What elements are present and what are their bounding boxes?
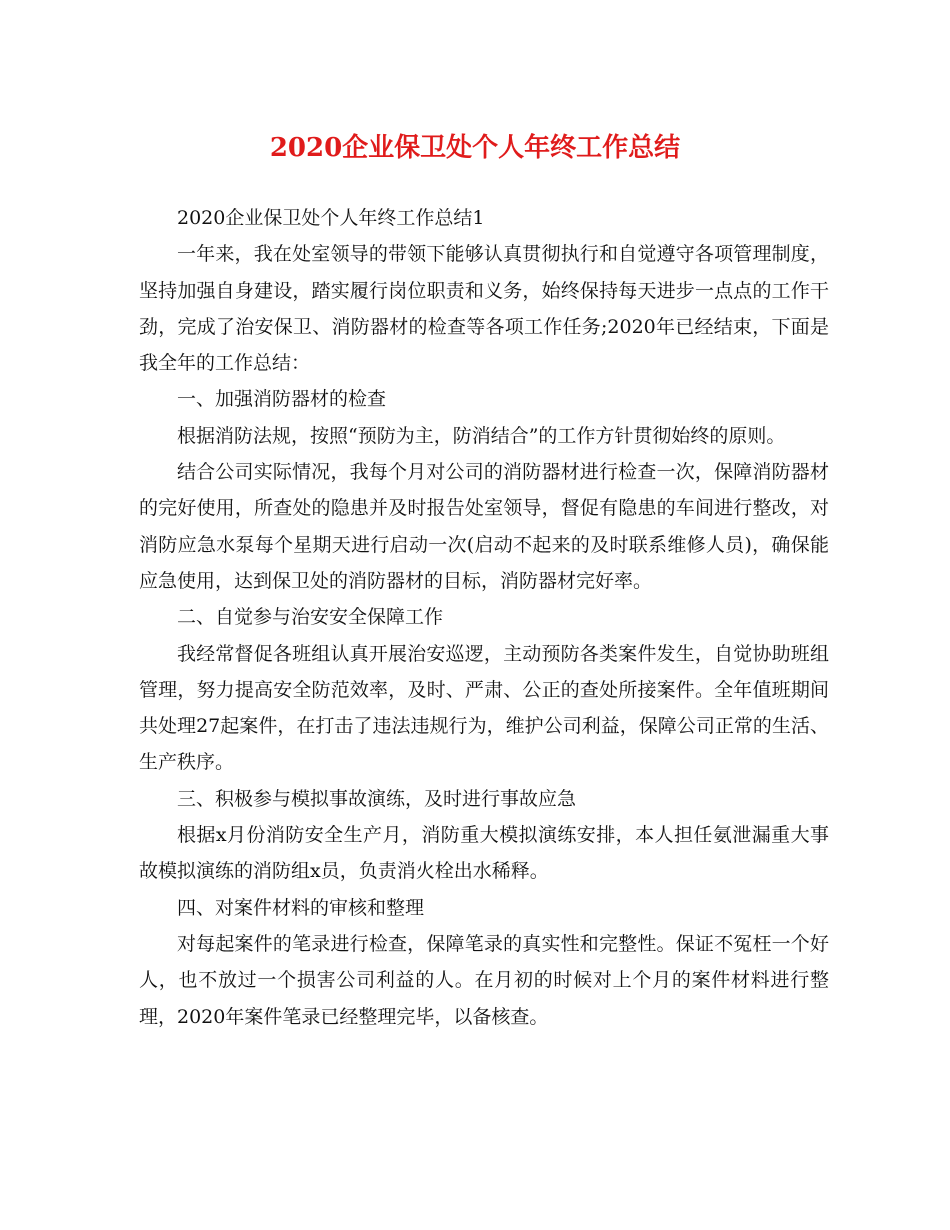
paragraph: 结合公司实际情况，我每个月对公司的消防器材进行检查一次，保障消防器材的完好使用，所查处的隐患并及时报告处室领导，督促有隐患的车间进行整改，对消防应急水泵每个星期天进行启动一次(启动不起来的及时联系维修人员)，确保能应急使用，达到保卫处的消防器材的目标，消防器材完好率。 [139,461,829,592]
paragraph-intro: 一年来，我在处室领导的带领下能够认真贯彻执行和自觉遵守各项管理制度，坚持加强自身建设，踏实履行岗位职责和义务，始终保持每天进步一点点的工作干劲，完成了治安保卫、消防器材的检查等各项工作任务;2020年已经结束，下面是我全年的工作总结： [139,243,829,375]
paragraph: 根据消防法规，按照“预防为主，防消结合”的工作方针贯彻始终的原则。 [177,424,786,447]
section-heading-4: 四、对案件材料的审核和整理 [177,896,425,919]
paragraph: 根据x月份消防安全生产月，消防重大模拟演练安排，本人担任氨泄漏重大事故模拟演练的消防组x员，负责消火栓出水稀释。 [139,824,829,883]
section-heading-3: 三、积极参与模拟事故演练，及时进行事故应急 [177,787,577,810]
paragraph-heading-1: 2020企业保卫处个人年终工作总结1 [177,207,485,229]
section-heading-2: 二、自觉参与治安安全保障工作 [177,606,444,629]
paragraph: 对每起案件的笔录进行检查，保障笔录的真实性和完整性。保证不冤枉一个好人，也不放过一个损害公司利益的人。在月初的时候对上个月的案件材料进行整理，2020年案件笔录已经整理完毕，以备核查。 [139,932,829,1028]
section-heading-1: 一、加强消防器材的检查 [177,388,387,411]
document-title: 2020企业保卫处个人年终工作总结 [269,133,681,163]
paragraph: 我经常督促各班组认真开展治安巡逻，主动预防各类案件发生，自觉协助班组管理，努力提高安全防范效率，及时、严肃、公正的查处所接案件。全年值班期间共处理27起案件，在打击了违法违规行为，维护公司利益，保障公司正常的生活、生产秩序。 [139,642,829,774]
document-body [139,200,829,1035]
